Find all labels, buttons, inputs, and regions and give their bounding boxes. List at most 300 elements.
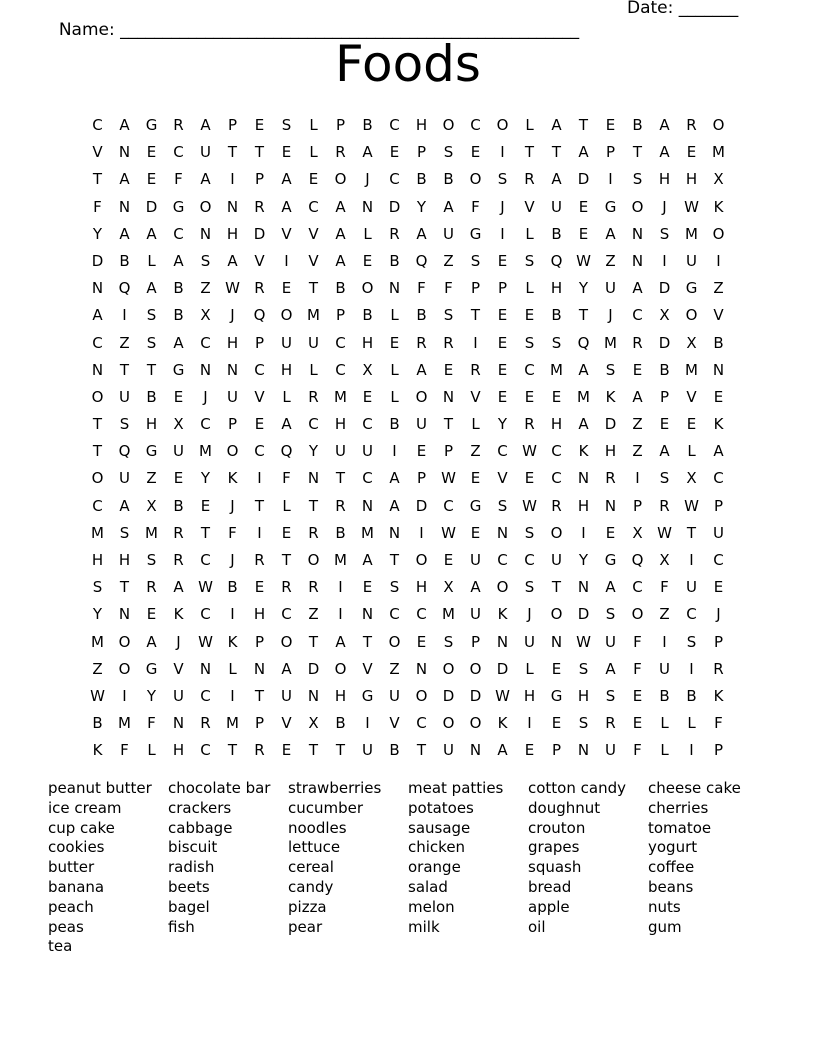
grid-letter: I bbox=[608, 170, 613, 189]
grid-letter: I bbox=[392, 442, 397, 461]
grid-letter: E bbox=[254, 578, 265, 597]
grid-letter: E bbox=[551, 659, 562, 678]
grid-letter: I bbox=[689, 659, 694, 678]
grid-letter: E bbox=[281, 741, 292, 760]
grid-letter: O bbox=[118, 659, 131, 678]
grid-letter: L bbox=[525, 279, 534, 298]
grid-letter: O bbox=[91, 469, 104, 488]
word-list-item: doughnut bbox=[528, 798, 601, 817]
grid-letter: S bbox=[443, 632, 454, 651]
grid-letter: O bbox=[469, 659, 482, 678]
grid-letter: X bbox=[146, 496, 157, 515]
grid-letter: A bbox=[659, 143, 670, 162]
grid-letter: V bbox=[362, 659, 373, 678]
word-list-item: butter bbox=[48, 858, 95, 877]
grid-letter: T bbox=[686, 523, 697, 542]
grid-letter: P bbox=[416, 143, 427, 162]
grid-letter: L bbox=[390, 360, 399, 379]
grid-letter: W bbox=[684, 496, 699, 515]
grid-letter: D bbox=[658, 279, 671, 298]
grid-letter: R bbox=[254, 197, 265, 216]
grid-letter: I bbox=[527, 714, 532, 733]
grid-letter: E bbox=[497, 306, 508, 325]
grid-letter: E bbox=[362, 251, 373, 270]
grid-letter: H bbox=[334, 686, 347, 705]
grid-letter: E bbox=[470, 469, 481, 488]
grid-letter: B bbox=[173, 306, 184, 325]
grid-letter: A bbox=[119, 496, 130, 515]
grid-letter: J bbox=[230, 306, 235, 325]
grid-letter: C bbox=[200, 333, 211, 352]
grid-letter: S bbox=[389, 578, 400, 597]
grid-letter: K bbox=[227, 469, 238, 488]
grid-letter: B bbox=[227, 578, 238, 597]
word-list-item: nuts bbox=[648, 897, 681, 916]
word-list-item: cookies bbox=[48, 838, 105, 857]
grid-letter: G bbox=[361, 686, 374, 705]
grid-letter: C bbox=[497, 551, 508, 569]
grid-letter: E bbox=[173, 469, 184, 488]
grid-letter: G bbox=[469, 496, 482, 515]
word-list-item: yogurt bbox=[648, 838, 698, 857]
grid-letter: L bbox=[471, 415, 480, 434]
grid-letter: S bbox=[605, 360, 616, 379]
grid-letter: H bbox=[226, 333, 239, 352]
page-title: Foods bbox=[335, 35, 481, 93]
grid-letter: B bbox=[551, 306, 562, 325]
grid-letter: E bbox=[497, 387, 508, 406]
grid-letter: O bbox=[469, 170, 482, 189]
grid-letter: P bbox=[497, 279, 508, 298]
grid-letter: N bbox=[631, 224, 644, 243]
grid-letter: A bbox=[173, 578, 184, 597]
grid-letter: D bbox=[604, 415, 617, 434]
word-list-item: potatoes bbox=[408, 798, 474, 817]
grid-letter: M bbox=[685, 224, 698, 243]
grid-letter: M bbox=[334, 551, 347, 569]
grid-letter: M bbox=[91, 523, 104, 542]
grid-letter: V bbox=[470, 387, 481, 406]
grid-letter: G bbox=[172, 197, 185, 216]
grid-letter: E bbox=[470, 143, 481, 162]
grid-letter: R bbox=[308, 387, 319, 406]
grid-letter: B bbox=[173, 496, 184, 515]
grid-letter: D bbox=[577, 605, 590, 624]
grid-letter: C bbox=[551, 469, 562, 488]
grid-letter: A bbox=[659, 116, 670, 134]
grid-letter: N bbox=[388, 279, 401, 298]
word-list-item: chocolate bar bbox=[168, 779, 271, 797]
grid-letter: N bbox=[604, 496, 617, 515]
grid-letter: H bbox=[172, 741, 185, 760]
grid-letter: B bbox=[416, 170, 427, 189]
grid-letter: P bbox=[470, 632, 481, 651]
grid-letter: N bbox=[361, 496, 374, 515]
grid-letter: A bbox=[362, 143, 373, 162]
grid-letter: S bbox=[632, 170, 643, 189]
grid-letter: B bbox=[659, 360, 670, 379]
grid-letter: T bbox=[389, 551, 400, 569]
grid-letter: Y bbox=[200, 469, 211, 488]
grid-letter: H bbox=[550, 415, 563, 434]
grid-letter: U bbox=[281, 686, 292, 705]
grid-letter: B bbox=[713, 333, 724, 352]
grid-letter: Y bbox=[92, 605, 103, 624]
grid-letter: E bbox=[605, 523, 616, 542]
grid-letter: O bbox=[388, 632, 401, 651]
grid-letter: P bbox=[335, 116, 346, 134]
grid-letter: A bbox=[416, 224, 427, 243]
grid-letter: E bbox=[524, 469, 535, 488]
grid-letter: U bbox=[389, 686, 400, 705]
grid-letter: R bbox=[308, 523, 319, 542]
grid-letter: R bbox=[281, 578, 292, 597]
grid-letter: Z bbox=[92, 659, 103, 678]
grid-letter: W bbox=[441, 523, 456, 542]
grid-letter: Q bbox=[550, 251, 563, 270]
grid-letter: U bbox=[524, 632, 535, 651]
grid-letter: C bbox=[524, 551, 535, 569]
grid-letter: S bbox=[524, 523, 535, 542]
grid-letter: C bbox=[200, 551, 211, 569]
grid-letter: W bbox=[198, 578, 213, 597]
grid-letter: S bbox=[686, 632, 697, 651]
word-list-item: oil bbox=[528, 917, 546, 936]
grid-letter: N bbox=[415, 659, 428, 678]
grid-letter: E bbox=[632, 360, 643, 379]
grid-letter: L bbox=[228, 659, 237, 678]
grid-letter: T bbox=[254, 686, 265, 705]
grid-letter: B bbox=[173, 279, 184, 298]
grid-letter: N bbox=[118, 605, 131, 624]
grid-letter: A bbox=[281, 197, 292, 216]
grid-letter: L bbox=[309, 360, 318, 379]
grid-letter: R bbox=[605, 714, 616, 733]
grid-letter: V bbox=[686, 387, 697, 406]
grid-letter: D bbox=[577, 170, 590, 189]
word-list-item: grapes bbox=[528, 838, 580, 857]
grid-letter: C bbox=[308, 415, 319, 434]
grid-letter: C bbox=[416, 605, 427, 624]
grid-letter: O bbox=[361, 279, 374, 298]
grid-letter: A bbox=[146, 279, 157, 298]
grid-letter: Q bbox=[253, 306, 266, 325]
grid-letter: Q bbox=[118, 442, 131, 461]
grid-letter: O bbox=[496, 578, 509, 597]
grid-letter: K bbox=[578, 442, 589, 461]
grid-letter: Y bbox=[578, 551, 589, 569]
grid-letter: Z bbox=[605, 251, 616, 270]
grid-letter: R bbox=[389, 224, 400, 243]
grid-letter: B bbox=[335, 279, 346, 298]
grid-letter: W bbox=[441, 469, 456, 488]
grid-letter: O bbox=[415, 551, 428, 569]
grid-letter: Q bbox=[280, 442, 293, 461]
grid-letter: G bbox=[550, 686, 563, 705]
grid-letter: O bbox=[307, 551, 320, 569]
grid-letter: D bbox=[469, 686, 482, 705]
grid-letter: E bbox=[713, 578, 724, 597]
grid-letter: T bbox=[578, 116, 589, 134]
grid-letter: N bbox=[91, 279, 104, 298]
grid-letter: E bbox=[551, 387, 562, 406]
grid-letter: P bbox=[443, 442, 454, 461]
grid-letter: A bbox=[632, 279, 643, 298]
grid-letter: N bbox=[550, 632, 563, 651]
grid-letter: E bbox=[416, 442, 427, 461]
grid-letter: C bbox=[551, 442, 562, 461]
grid-letter: C bbox=[362, 415, 373, 434]
grid-letter: T bbox=[92, 170, 103, 189]
grid-letter: I bbox=[662, 251, 667, 270]
grid-letter: E bbox=[497, 333, 508, 352]
grid-letter: U bbox=[227, 387, 238, 406]
grid-letter: I bbox=[716, 251, 721, 270]
grid-letter: C bbox=[335, 360, 346, 379]
grid-letter: B bbox=[686, 686, 697, 705]
grid-letter: A bbox=[335, 224, 346, 243]
grid-letter: R bbox=[443, 333, 454, 352]
grid-letter: C bbox=[632, 306, 643, 325]
grid-letter: M bbox=[145, 523, 158, 542]
grid-letter: B bbox=[335, 523, 346, 542]
grid-letter: T bbox=[416, 741, 427, 760]
grid-letter: W bbox=[225, 279, 240, 298]
grid-letter: P bbox=[254, 714, 265, 733]
grid-letter: Y bbox=[578, 279, 589, 298]
grid-letter: I bbox=[338, 578, 343, 597]
word-list-item: melon bbox=[408, 897, 455, 916]
grid-letter: T bbox=[146, 360, 157, 379]
grid-letter: T bbox=[524, 143, 535, 162]
grid-letter: A bbox=[281, 415, 292, 434]
grid-letter: E bbox=[578, 197, 589, 216]
word-list-item: gum bbox=[648, 917, 682, 936]
grid-letter: S bbox=[659, 469, 670, 488]
grid-letter: C bbox=[200, 686, 211, 705]
grid-letter: A bbox=[578, 415, 589, 434]
grid-letter: W bbox=[684, 197, 699, 216]
grid-letter: P bbox=[605, 143, 616, 162]
grid-letter: F bbox=[147, 714, 156, 733]
grid-letter: I bbox=[473, 333, 478, 352]
grid-letter: S bbox=[146, 306, 157, 325]
grid-letter: K bbox=[227, 632, 238, 651]
grid-letter: C bbox=[497, 442, 508, 461]
grid-letter: S bbox=[578, 714, 589, 733]
name-field: Name: ______________________________________________________ bbox=[58, 20, 580, 40]
grid-letter: E bbox=[146, 605, 157, 624]
grid-letter: R bbox=[524, 415, 535, 434]
grid-letter: L bbox=[282, 496, 291, 515]
grid-letter: D bbox=[496, 659, 509, 678]
grid-letter: O bbox=[280, 632, 293, 651]
grid-letter: L bbox=[390, 387, 399, 406]
grid-letter: E bbox=[632, 686, 643, 705]
grid-letter: W bbox=[90, 686, 105, 705]
word-list-item: banana bbox=[48, 877, 105, 896]
grid-letter: L bbox=[147, 251, 156, 270]
grid-letter: X bbox=[200, 306, 211, 325]
word-list-item: peach bbox=[48, 897, 94, 916]
grid-letter: E bbox=[281, 523, 292, 542]
grid-letter: Z bbox=[443, 251, 454, 270]
grid-letter: E bbox=[389, 143, 400, 162]
grid-letter: U bbox=[362, 442, 373, 461]
grid-letter: B bbox=[659, 686, 670, 705]
grid-letter: C bbox=[92, 496, 103, 515]
word-list-item: meat patties bbox=[408, 779, 504, 797]
grid-letter: E bbox=[254, 116, 265, 134]
grid-letter: K bbox=[713, 415, 724, 434]
grid-letter: A bbox=[146, 224, 157, 243]
grid-letter: U bbox=[335, 442, 346, 461]
grid-letter: L bbox=[363, 224, 372, 243]
grid-letter: T bbox=[92, 442, 103, 461]
grid-letter: F bbox=[471, 197, 480, 216]
grid-letter: U bbox=[605, 632, 616, 651]
grid-letter: U bbox=[713, 523, 724, 542]
grid-letter: B bbox=[389, 741, 400, 760]
grid-letter: M bbox=[334, 387, 347, 406]
word-list-item: salad bbox=[408, 877, 448, 896]
grid-letter: U bbox=[281, 333, 292, 352]
grid-letter: N bbox=[307, 686, 320, 705]
grid-letter: E bbox=[686, 143, 697, 162]
grid-letter: N bbox=[712, 360, 725, 379]
word-list-item: cabbage bbox=[168, 818, 233, 837]
grid-letter: M bbox=[604, 333, 617, 352]
grid-letter: A bbox=[119, 224, 130, 243]
grid-letter: N bbox=[631, 251, 644, 270]
grid-letter: T bbox=[92, 415, 103, 434]
grid-letter: K bbox=[713, 686, 724, 705]
grid-letter: E bbox=[524, 741, 535, 760]
grid-letter: P bbox=[335, 306, 346, 325]
word-list-item: cherries bbox=[648, 798, 709, 817]
grid-letter: A bbox=[119, 116, 130, 134]
grid-letter: C bbox=[632, 578, 643, 597]
grid-letter: R bbox=[146, 578, 157, 597]
grid-letter: A bbox=[335, 251, 346, 270]
grid-letter: T bbox=[119, 360, 130, 379]
grid-letter: I bbox=[230, 170, 235, 189]
grid-letter: S bbox=[659, 224, 670, 243]
grid-letter: C bbox=[173, 143, 184, 162]
grid-letter: N bbox=[199, 659, 212, 678]
grid-letter: Z bbox=[308, 605, 319, 624]
grid-letter: I bbox=[635, 469, 640, 488]
grid-letter: W bbox=[495, 686, 510, 705]
grid-letter: V bbox=[713, 306, 724, 325]
grid-letter: I bbox=[257, 523, 262, 542]
grid-letter: N bbox=[469, 741, 482, 760]
grid-letter: N bbox=[199, 360, 212, 379]
grid-letter: A bbox=[713, 442, 724, 461]
grid-letter: R bbox=[713, 659, 724, 678]
grid-letter: M bbox=[550, 360, 563, 379]
grid-letter: I bbox=[365, 714, 370, 733]
grid-letter: L bbox=[390, 306, 399, 325]
grid-letter: A bbox=[551, 116, 562, 134]
grid-letter: Z bbox=[659, 605, 670, 624]
grid-letter: U bbox=[659, 659, 670, 678]
grid-letter: T bbox=[362, 632, 373, 651]
grid-letter: W bbox=[522, 442, 537, 461]
grid-letter: M bbox=[577, 387, 590, 406]
grid-letter: C bbox=[200, 415, 211, 434]
grid-letter: B bbox=[362, 116, 373, 134]
grid-letter: M bbox=[361, 523, 374, 542]
word-list-item: bread bbox=[528, 877, 572, 896]
grid-letter: U bbox=[416, 415, 427, 434]
grid-letter: X bbox=[362, 360, 373, 379]
grid-letter: N bbox=[307, 469, 320, 488]
grid-letter: C bbox=[173, 224, 184, 243]
grid-letter: F bbox=[282, 469, 291, 488]
grid-letter: J bbox=[716, 605, 721, 624]
grid-letter: E bbox=[605, 116, 616, 134]
grid-letter: Z bbox=[146, 469, 157, 488]
grid-letter: B bbox=[389, 415, 400, 434]
grid-letter: I bbox=[284, 251, 289, 270]
grid-letter: Y bbox=[92, 224, 103, 243]
grid-letter: J bbox=[662, 197, 667, 216]
grid-letter: J bbox=[608, 306, 613, 325]
grid-letter: L bbox=[687, 442, 696, 461]
word-list-item: strawberries bbox=[288, 779, 382, 797]
grid-letter: P bbox=[254, 632, 265, 651]
grid-letter: K bbox=[713, 197, 724, 216]
grid-letter: C bbox=[281, 605, 292, 624]
grid-letter: X bbox=[686, 333, 697, 352]
grid-letter: V bbox=[254, 251, 265, 270]
grid-letter: A bbox=[200, 116, 211, 134]
grid-letter: O bbox=[442, 714, 455, 733]
grid-letter: T bbox=[254, 143, 265, 162]
grid-letter: R bbox=[524, 170, 535, 189]
grid-letter: X bbox=[686, 469, 697, 488]
grid-letter: A bbox=[416, 360, 427, 379]
grid-letter: I bbox=[662, 632, 667, 651]
grid-letter: E bbox=[524, 306, 535, 325]
grid-letter: I bbox=[500, 143, 505, 162]
grid-letter: E bbox=[443, 360, 454, 379]
grid-letter: F bbox=[633, 632, 642, 651]
grid-letter: I bbox=[257, 469, 262, 488]
grid-letter: C bbox=[92, 333, 103, 352]
grid-letter: C bbox=[200, 605, 211, 624]
grid-letter: J bbox=[500, 197, 505, 216]
grid-letter: R bbox=[200, 714, 211, 733]
grid-letter: U bbox=[605, 741, 616, 760]
grid-letter: L bbox=[660, 714, 669, 733]
grid-letter: B bbox=[443, 170, 454, 189]
grid-letter: G bbox=[604, 551, 617, 569]
grid-letter: Z bbox=[119, 333, 130, 352]
grid-letter: V bbox=[308, 251, 319, 270]
grid-letter: C bbox=[254, 442, 265, 461]
grid-letter: L bbox=[147, 741, 156, 760]
grid-letter: H bbox=[226, 224, 239, 243]
grid-letter: D bbox=[253, 224, 266, 243]
grid-letter: P bbox=[659, 387, 670, 406]
grid-letter: U bbox=[686, 578, 697, 597]
grid-letter: V bbox=[524, 197, 535, 216]
grid-letter: A bbox=[605, 224, 616, 243]
word-list-item: tea bbox=[48, 937, 73, 956]
grid-letter: H bbox=[685, 170, 698, 189]
